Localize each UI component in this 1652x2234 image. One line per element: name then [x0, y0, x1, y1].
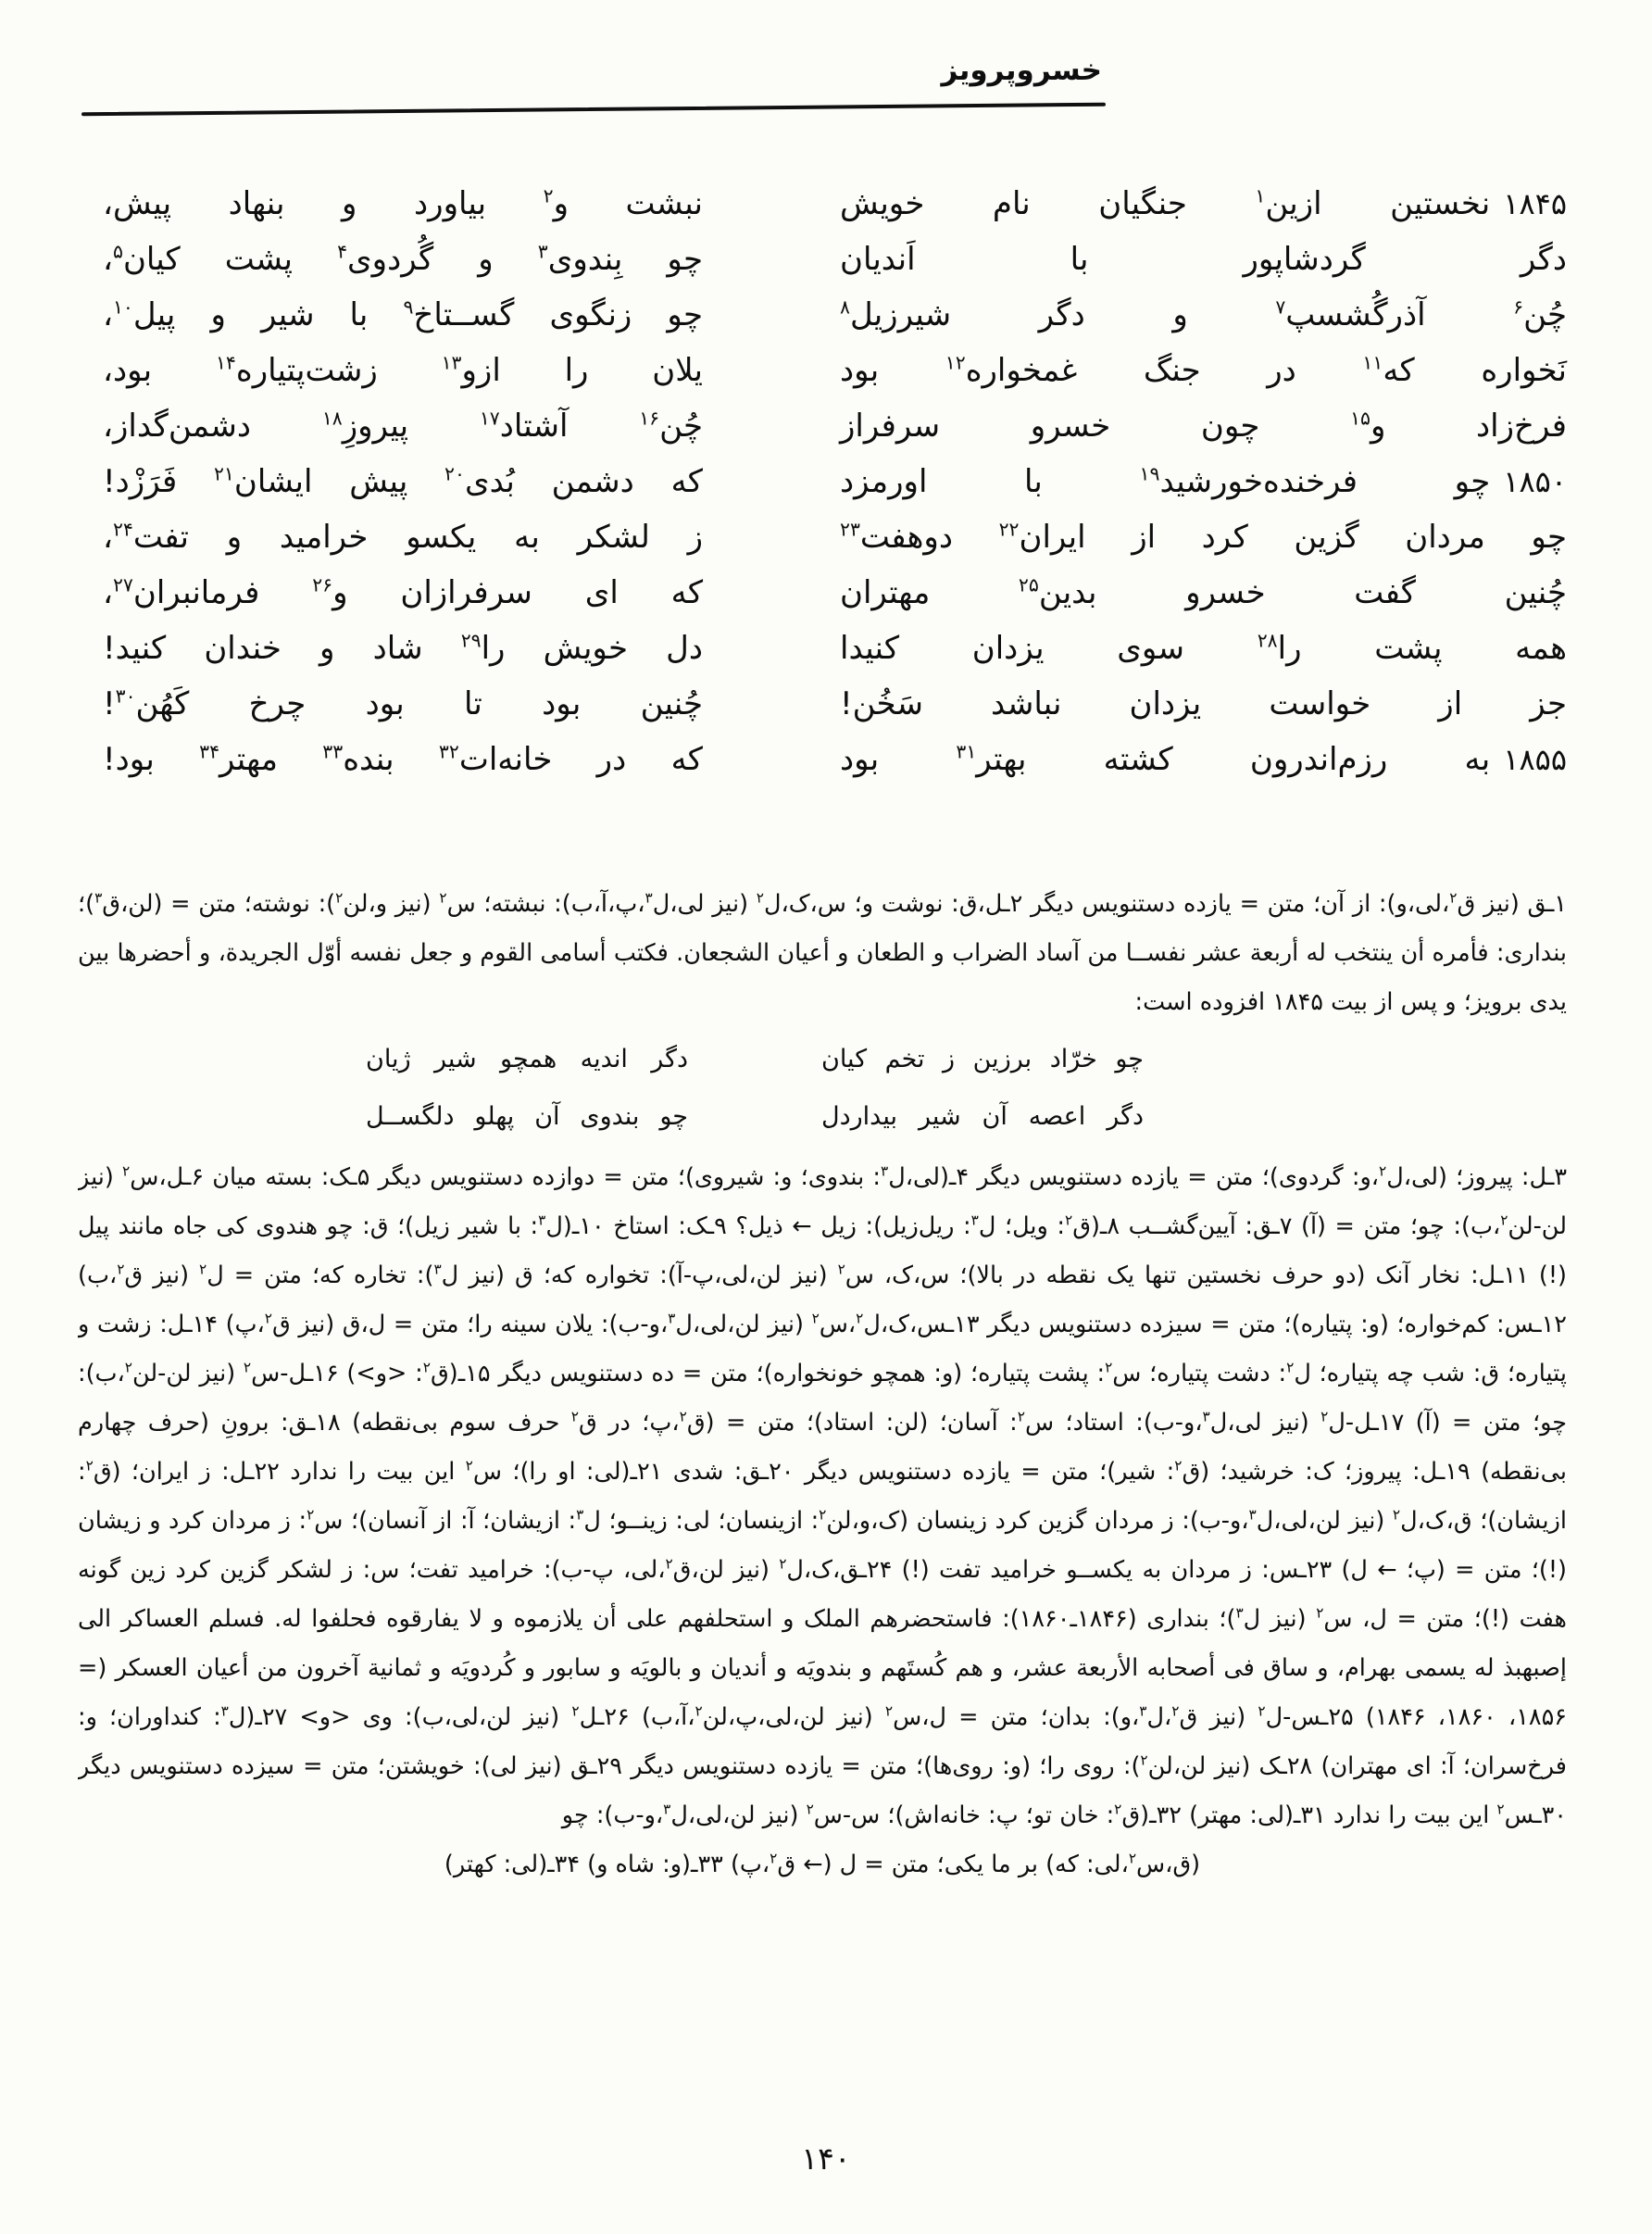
inset-verse-row — [366, 1090, 1144, 1148]
verse-row — [103, 513, 1567, 569]
hemistich-left: چُنین بود تا بود چرخ کَهُن$^{۳۰}$! — [103, 684, 703, 722]
verse-right-unit — [840, 735, 1567, 784]
inset-gutter — [688, 1090, 821, 1148]
hemistich-right: نخستین ازین$^۱$ جنگیان نام خویش — [840, 184, 1491, 222]
verse-row — [103, 291, 1567, 346]
verse-right-unit — [840, 180, 1567, 228]
hemistich-right: جز از خواست یزدان نباشد سَخُن! — [840, 685, 1567, 722]
verse-right-unit — [840, 402, 1567, 450]
inset-hemistich-left: چو بندوی آن پهلو دلگســل — [366, 1102, 688, 1131]
hemistich-right: به رزم‌اندرون کشته بهتر$^{۳۱}$ بود — [840, 740, 1491, 778]
inset-hemistich-left: دگر اندیه همچو شیر ژیان — [366, 1045, 688, 1073]
verse-right-unit — [840, 235, 1567, 283]
verse-right-unit — [840, 513, 1567, 561]
verse-number: ۱۸۵۵ — [1503, 742, 1567, 777]
inset-couplets — [366, 1033, 1144, 1148]
hemistich-left: که در خانه‌ات$^{۳۲}$ بنده$^{۳۳}$ مهتر$^{۳۴}$ بود! — [103, 740, 703, 778]
inset-hemistich-right: چو خرّاد برزین ز تخم کیان — [821, 1045, 1144, 1073]
hemistich-left: که دشمن بُدی$^{۲۰}$ پیش ایشان$^{۲۱}$ فَرَزْد! — [103, 462, 703, 500]
verse-row — [103, 735, 1567, 791]
inset-gutter — [688, 1033, 821, 1090]
verse-number: ۱۸۴۵ — [1503, 186, 1567, 221]
hemistich-left: چو بِندوی$^۳$ و گُردوی$^۴$ پشت کیان$^۵$، — [103, 240, 703, 278]
verse-row — [103, 346, 1567, 402]
hemistich-right: همه پشت را$^{۲۸}$ سوی یزدان کنیدا — [840, 629, 1567, 667]
verse-row — [103, 624, 1567, 680]
hemistich-left: چو زنگوی گســتاخ$^۹$ با شیر و پیل$^{۱۰}$، — [103, 295, 703, 333]
header-rule — [81, 103, 1106, 117]
verse-row — [103, 235, 1567, 291]
verse-right-unit — [840, 569, 1567, 617]
hemistich-left: نبشت و$^۲$ بیاورد و بنهاد پیش، — [103, 184, 703, 222]
verse-number: ۱۸۵۰ — [1503, 464, 1567, 499]
hemistich-right: فرخ‌زاد و$^{۱۵}$ چون خسرو سرفراز — [840, 407, 1567, 445]
inset-verse-row — [366, 1033, 1144, 1090]
hemistich-right: چُن$^۶$ آذرگُشسپ$^۷$ و دگر شیرزیل$^۸$ — [840, 295, 1567, 333]
hemistich-right: دگر گردشاپور با اَندیان — [840, 241, 1567, 278]
verse-row — [103, 402, 1567, 458]
verse-row — [103, 569, 1567, 624]
footnotes-section — [78, 880, 1567, 2134]
page-number: ۱۴۰ — [801, 2140, 851, 2177]
footnote-last-line: (ق،س$^۲$،لی: که) بر ما یکی؛ متن = ل (← ق$^۲$،پ) ۳۳ـ(و: شاه و) ۳۴ـ(لی: کهتر) — [444, 1850, 1201, 1878]
verse-right-unit — [840, 291, 1567, 339]
verse-row — [103, 180, 1567, 235]
hemistich-left: ز لشکر به یکسو خرامید و تفت$^{۲۴}$، — [103, 518, 703, 556]
hemistich-left: که ای سرفرازان و$^{۲۶}$ فرمانبران$^{۲۷}$، — [103, 573, 704, 611]
verse-right-unit — [840, 624, 1567, 672]
verse-right-unit — [840, 346, 1567, 395]
hemistich-left: چُن$^{۱۶}$ آشتاد$^{۱۷}$ پیروزِ$^{۱۸}$ دشمن‌گداز، — [103, 407, 703, 445]
hemistich-right: نَخواره که$^{۱۱}$ در جنگ غمخواره$^{۱۲}$ بود — [840, 351, 1567, 389]
hemistich-right: چو مردان گزین کرد از ایران$^{۲۲}$ دوهفت$^{۲۳}$ — [840, 518, 1567, 556]
poem-section — [103, 180, 1567, 791]
hemistich-right: چُنین گفت خسرو بدین$^{۲۵}$ مهتران — [840, 573, 1567, 611]
hemistich-left: یلان را ازو$^{۱۳}$ زشت‌پتیاره$^{۱۴}$ بود، — [103, 351, 703, 389]
running-title: خسروپرویز — [941, 54, 1102, 87]
hemistich-right: چو فرخنده‌خورشید$^{۱۹}$ با اورمزد — [840, 462, 1491, 500]
footnote-paragraph-2: ۳ـل: پیروز؛ (لی،ل$^۲$،و: گردوی)؛ متن = یازده دستنویس دیگر ۴ـ(لی،ل$^۳$: بندوی؛ و: شیروی)؛ متن = دوازده دستنویس دیگر ۵ـک: بسته میان ۶ـل،س$^۲$ (نیز لن-لن$^۲$،ب): چو؛ متن = (آ) ۷ـق: آیین‌گشــب ۸ـ(ق$^۲$: ویل؛ ل$^۳$: ریل‌زیل): زیل ← ذیل؟ ۹ـک: استاخ ۱۰ـ(ل$^۳$: با شیر زیل)؛ ق: چو هندوی کی جاه مانند پیل (!) ۱۱ـل: نخار آنک (دو حرف نخستین تنها یک نقطه در بالا)؛ س،ک، س$^۲$ (نیز لن،لی،پ-آ): تخواره که؛ ق (نیز ل$^۳$): تخاره که؛ متن = ل$^۲$ (نیز ق$^۲$،ب) ۱۲ـس: کم‌خواره؛ (و: پتیاره)؛ متن = سیزده دستنویس دیگر ۱۳ـس،ک،ل$^۲$،س$^۲$ (نیز لن،لی،ل$^۳$،و-ب): یلان سینه را؛ متن = ل،ق (نیز ق$^۲$،پ) ۱۴ـل: زشت و پتیاره؛ ق: شب چه پتیاره؛ ل$^۲$: دشت پتیاره؛ س$^۲$: پشت پتیاره؛ (و: همچو خونخواره)؛ متن = ده دستنویس دیگر ۱۵ـ(ق$^۲$: <و>) ۱۶ـل-س$^۲$ (نیز لن-لن$^۲$،ب): چو؛ متن = (آ) ۱۷ـل-ل$^۲$ (نیز لی،ل$^۳$،و-ب): استاد؛ س$^۲$: آسان؛ (لن: استاد)؛ متن = (ق$^۲$،پ؛ در ق$^۲$ حرف سوم بی‌نقطه) ۱۸ـق: برونِ (حرف چهارم بی‌نقطه) ۱۹ـل: پیروز؛ ک: خرشید؛ (ق$^۲$: شیر)؛ متن = یازده دستنویس دیگر ۲۰ـق: شدی ۲۱ـ(لی: او را)؛ س$^۲$ این بیت را ندارد ۲۲ـل: ز ایران؛ (ق$^۲$: ازیشان)؛ ق،ک،ل$^۲$ (نیز لن،لی،ل$^۳$،و-ب): ز مردان گزین کرد زینسان (ک،و،لن$^۲$: ازینسان؛ لی: زینــو؛ ل$^۳$: ازیشان؛ آ: از آنسان)؛ س$^۲$: ز مردان کرد و زیشان (!)؛ متن = (پ؛ ← ل) ۲۳ـس: ز مردان به یکســو خرامید تفت (!) ۲۴ـق،ک،ل$^۲$ (نیز لن،ق$^۲$،لی، پ-ب): خرامید تفت؛ س: ز لشکر گزین کرد زین گونه هفت (!)؛ متن = ل، س$^۲$ (نیز ل$^۳$)؛ بنداری (۱۸۴۶ـ۱۸۶۰): فاستحضرهم الملک و استحلفهم علی أن یلازموه و لا یفارقوه فحلفوا له. فسلم العساکر الی إصبهبذ له یسمی بهرام، و ساق فی أصحابه الأربعة عشر، و هم کُستَهم و بندویَه و أندیان و بالویَه و سابور و کُردویَه و ثمانیة آخرون من أعیان العسکر (= ۱۸۵۶، ۱۸۶۰، ۱۸۴۶) ۲۵ـس-ل$^۲$ (نیز ق$^۲$،ل$^۳$،و): بدان؛ متن = ل،س$^۲$ (نیز لن،لی،پ،لن$^۲$،آ،ب) ۲۶ـل$^۲$ (نیز لن،لی،ب): وی <و> ۲۷ـ(ل$^۳$: کنداوران؛ و: فرخ‌سران؛ آ: ای مهتران) ۲۸ـک (نیز لن،لن$^۲$): روی را؛ (و: روی‌ها)؛ متن = یازده دستنویس دیگر ۲۹ـق (نیز لی): خویشتن؛ متن = سیزده دستنویس دیگر ۳۰ـس$^۲$ این بیت را ندارد ۳۱ـ(لی: مهتر) ۳۲ـ(ق$^۲$: خان تو؛ پ: خانه‌اش)؛ س-س$^۲$ (نیز لن،لی،ل$^۳$،و-ب): چو — [78, 1162, 1567, 1829]
inset-hemistich-right: دگر اعصه آن شیر بیداردل — [821, 1102, 1144, 1131]
verse-row — [103, 680, 1567, 735]
footnote-paragraph-1: ۱ـق (نیز ق$^۲$،لی،و): از آن؛ متن = یازده دستنویس دیگر ۲ـل،ق: نوشت و؛ س،ک،ل$^۲$ (نیز لی،ل$^۳$،پ،آ،ب): نبشته؛ س$^۲$ (نیز و،لن$^۲$): نوشته؛ متن = (لن،ق$^۳$)؛ بنداری: فأمره أن ینتخب له أربعة عشر نفســا من آساد الضراب و الطعان و أعیان الشجعان. فکتب أسامی القوم و جعل نفسه أوّل الجریدة، و أحضرها بین یدی برویز؛ و پس از بیت ۱۸۴۵ افزوده است: — [78, 889, 1567, 1016]
hemistich-left: دل خویش را$^{۲۹}$ شاد و خندان کنید! — [103, 629, 703, 667]
verse-row — [103, 458, 1567, 513]
verse-right-unit — [840, 680, 1567, 728]
verse-right-unit — [840, 458, 1567, 506]
